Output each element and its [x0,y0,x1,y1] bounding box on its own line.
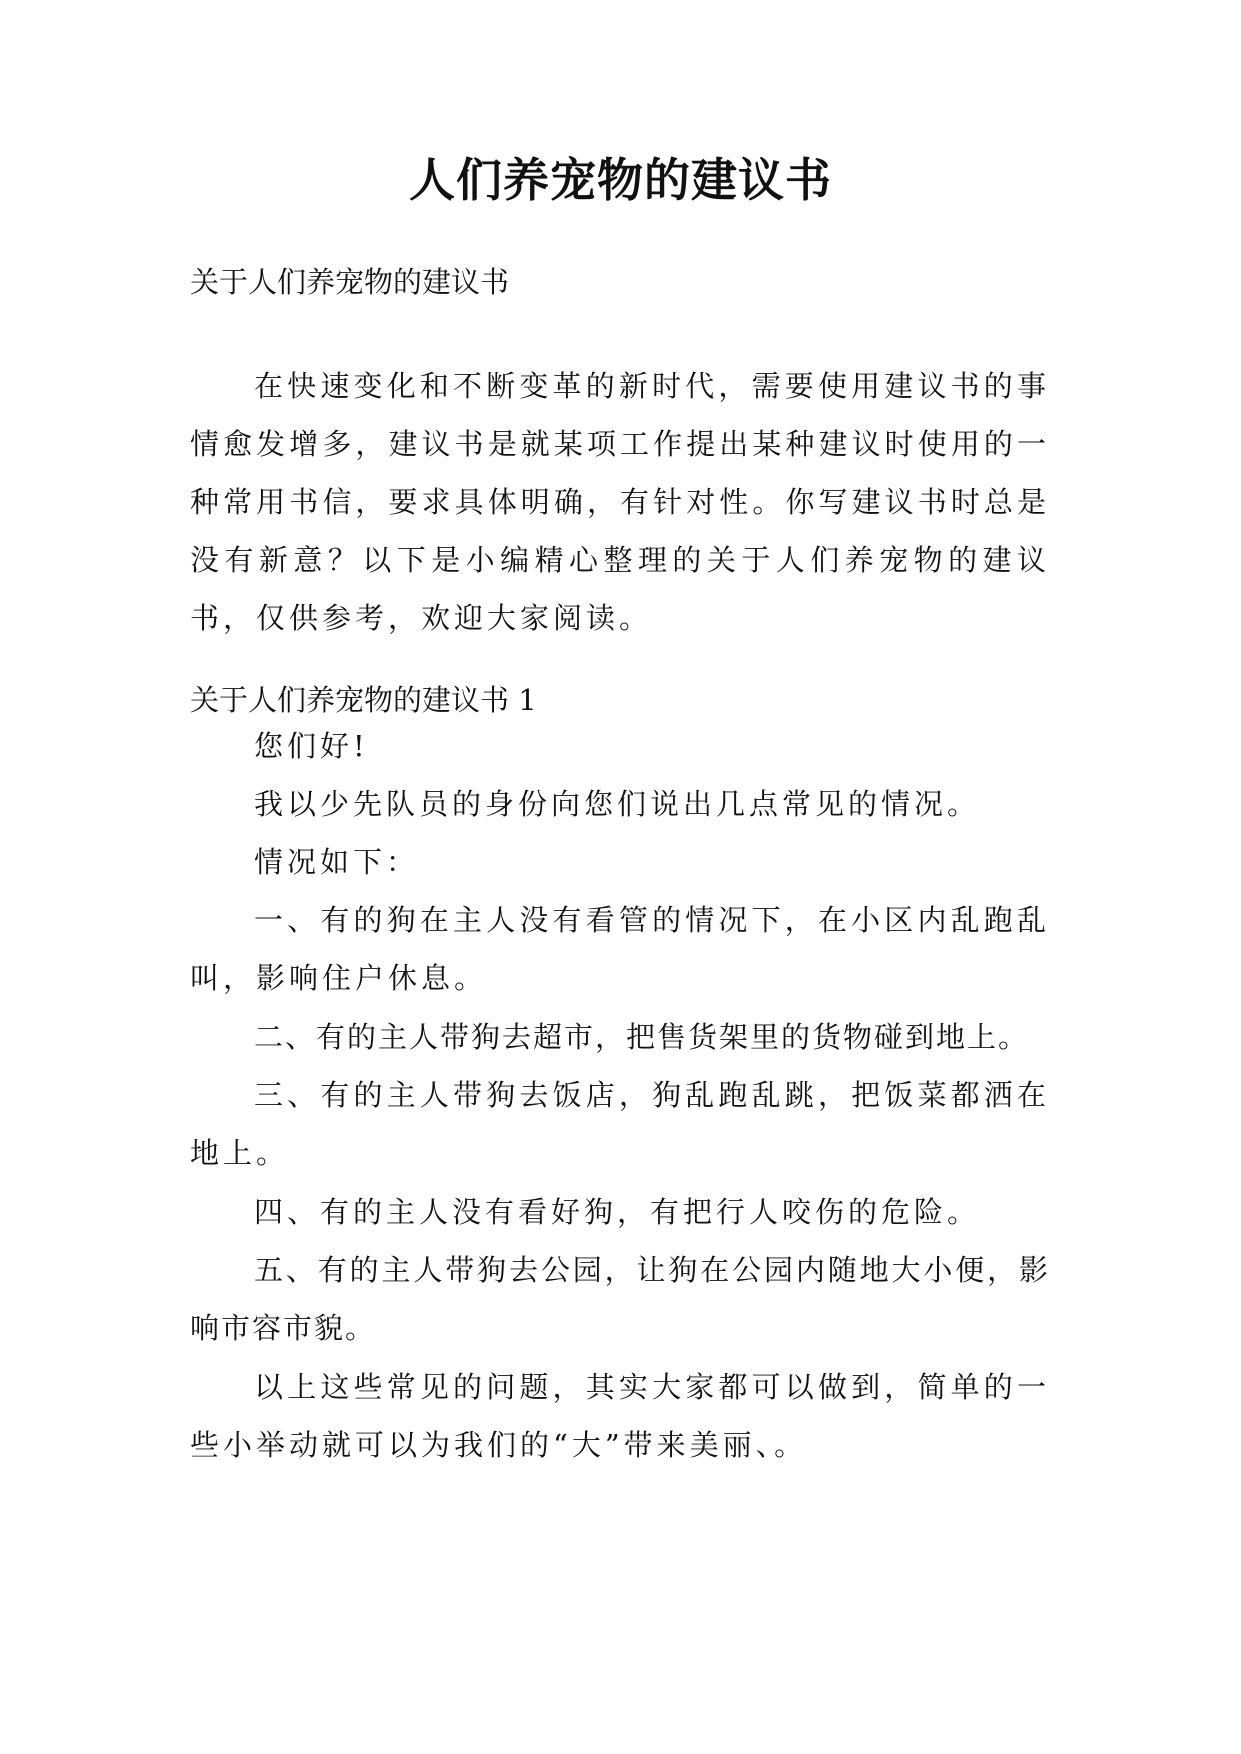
intro-paragraph: 在快速变化和不断变革的新时代，需要使用建议书的事情愈发增多，建议书是就某项工作提出某种建议时使用的一种常用书信，要求具体明确，有针对性。你写建议书时总是没有新意？以下是小编精心整理的关于人们养宠物的建议书，仅供参考，欢迎大家阅读。 [190,369,1050,635]
document-subtitle: 关于人们养宠物的建议书 [190,265,510,299]
paragraph-1: 我以少先队员的身份向您们说出几点常见的情况。 [254,787,981,821]
section-heading: 关于人们养宠物的建议书 1 [190,683,537,717]
list-item-1: 一、有的狗在主人没有看管的情况下，在小区内乱跑乱叫，影响住户休息。 [190,903,1050,995]
closing-paragraph: 以上这些常见的问题，其实大家都可以做到，简单的一些小举动就可以为我们的“大”带来美丽、。 [190,1370,1050,1462]
list-item-2: 二、有的主人带狗去超市，把售货架里的货物碰到地上。 [254,1020,1030,1054]
paragraph-2: 情况如下： [254,845,420,879]
list-item-5: 五、有的主人带狗去公园，让狗在公园内随地大小便，影响市容市貌。 [190,1253,1050,1345]
greeting-line: 您们好! [254,729,369,763]
document-title: 人们养宠物的建议书 [409,153,832,207]
list-item-4: 四、有的主人没有看好狗，有把行人咬伤的危险。 [254,1195,981,1229]
list-item-3: 三、有的主人带狗去饭店，狗乱跑乱跳，把饭菜都洒在地上。 [190,1078,1050,1170]
